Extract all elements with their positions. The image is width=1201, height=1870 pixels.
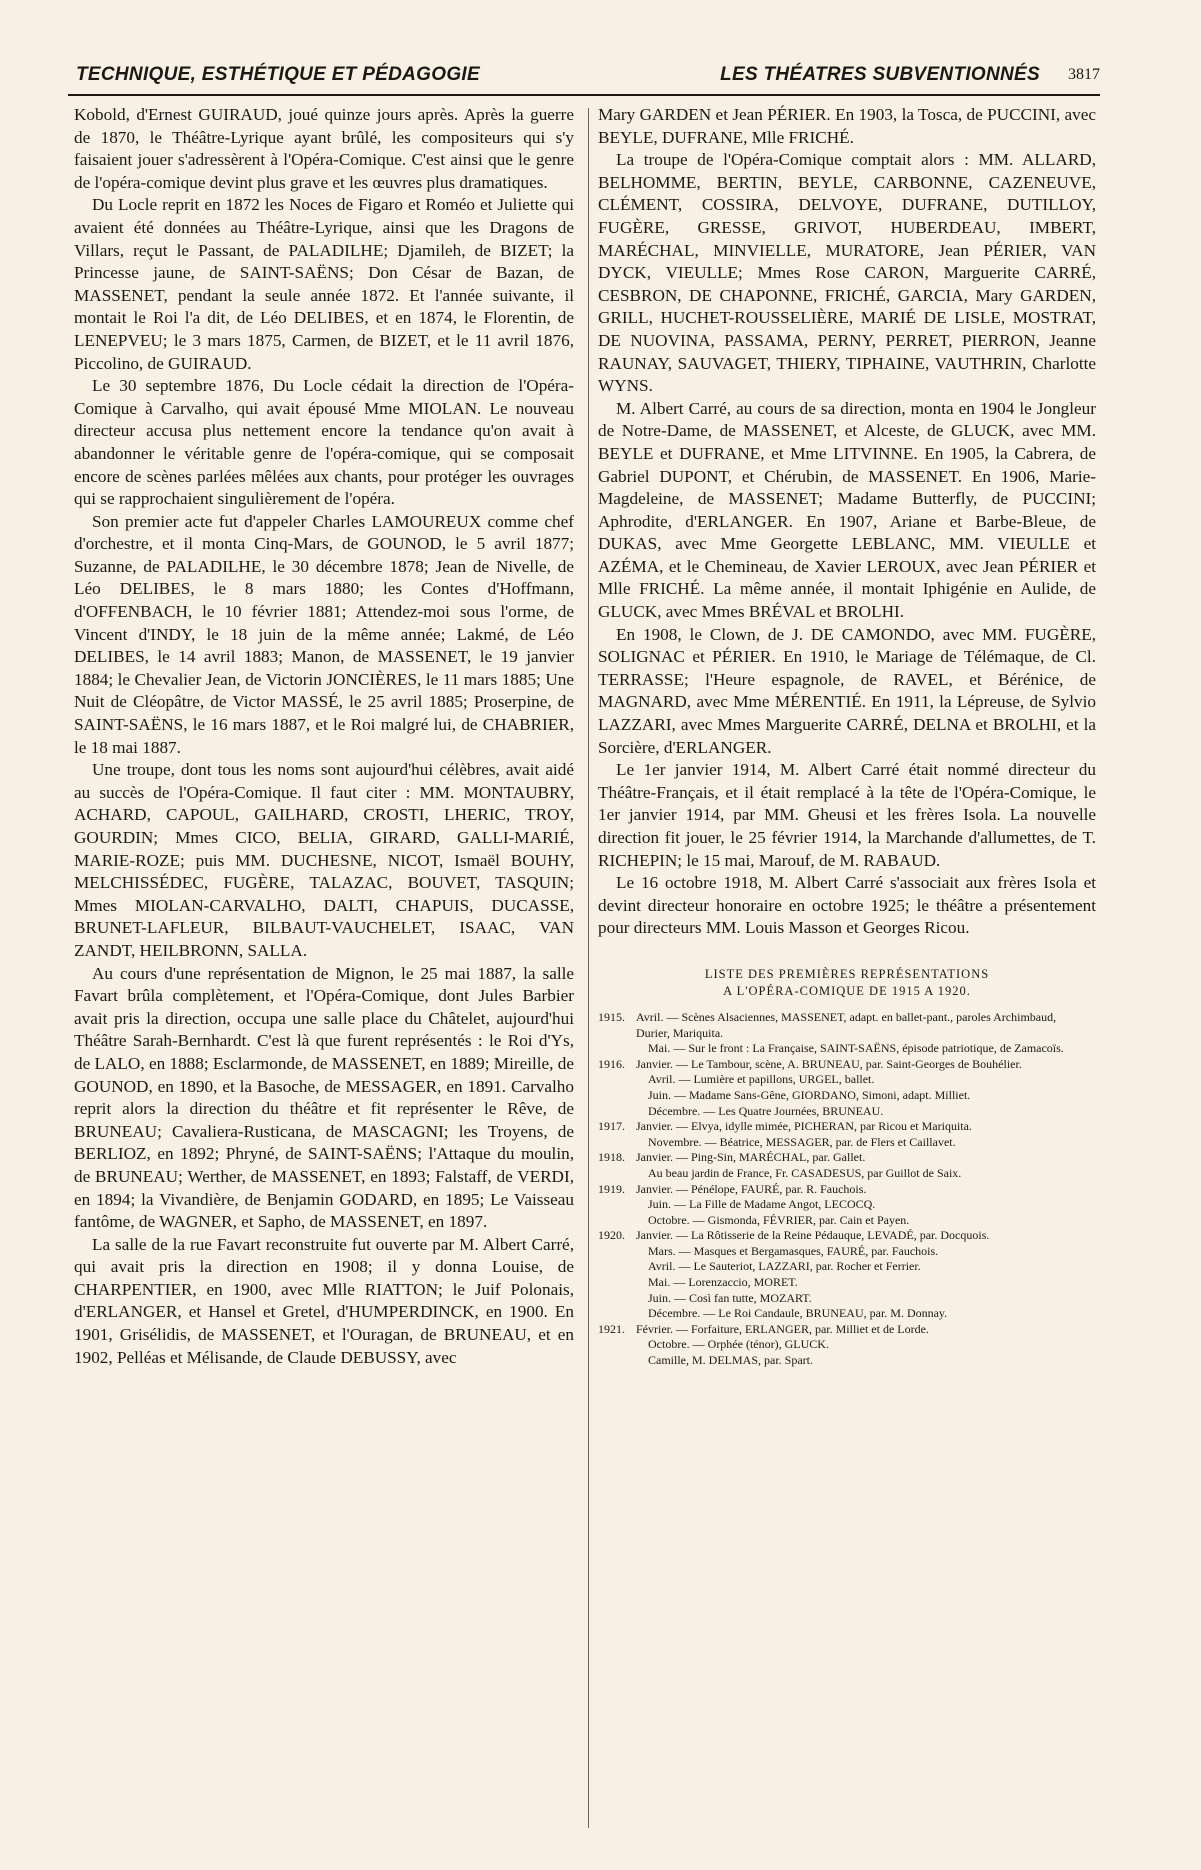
paragraph: La troupe de l'Opéra-Comique comptait alors : MM. ALLARD, BELHOMME, BERTIN, BEYLE, CARBONNE, CAZENEUVE, CLÉMENT, COSSIRA, DELVOYE, DUFRANE, DUTILLOY, FUGÈRE, GRESSE, GRIVOT, HUBERDEAU, IMBERT, MARÉCHAL, MINVIELLE, MURATORE, Jean PÉRIER, VAN DYCK, VIEULLE; Mmes Rose CARON, Marguerite CARRÉ, CESBRON, DE CHAPONNE, FRICHÉ, GARCIA, Mary GARDEN, GRILL, HUCHET-ROUSSELIÈRE, MARIÉ DE LISLE, MOSTRAT, DE NUOVINA, PASSAMA, PERNY, PERRET, PIERRON, Jeanne RAUNAY, SAUVAGET, THIERY, TIPHAINE, VAUTHRIN, Charlotte WYNS. [598, 150, 1096, 396]
list-item: Au beau jardin de France, Fr. CASADESUS, par Guillot de Saix. [648, 1165, 962, 1180]
premieres-list [598, 1010, 1096, 1369]
list-item: 1920. Janvier. — La Rôtisserie de la Reine Pédauque, LEVADÉ, par. Docquois. [598, 1228, 990, 1243]
paragraph: Au cours d'une représentation de Mignon, le 25 mai 1887, la salle Favart brûla complètement, et l'Opéra-Comique, dont Jules Barbier avait pris la direction, occupa une salle place du Châtelet, aujourd'hui Théâtre Sarah-Bernhardt. C'est là que furent représentés : le Roi d'Ys, de LALO, en 1888; Esclarmonde, de MASSENET, en 1889; Mireille, de GOUNOD, en 1890, et la Basoche, de MESSAGER, en 1891. Carvalho reprit alors la direction du théâtre et fit représenter le Rêve, de BRUNEAU; Cavaliera-Rusticana, de MASCAGNI; les Troyens, de BERLIOZ, en 1892; Phryné, de SAINT-SAËNS; l'Attaque du moulin, de BRUNEAU; Werther, de MASSENET, en 1893; Falstaff, de VERDI, en 1894; la Vivandière, de Benjamin GODARD, en 1895; Le Vaisseau fantôme, de WAGNER, et Sapho, de MASSENET, en 1897. [74, 963, 574, 1232]
paragraph: Kobold, d'Ernest GUIRAUD, joué quinze jours après. Après la guerre de 1870, le Théâtre-Lyrique ayant brûlé, les compositeurs qui s'y faisaient jouer s'adressèrent à l'Opéra-Comique. C'est ainsi que le genre de l'opéra-comique devint plus grave et les œuvres plus dramatiques. [74, 105, 574, 192]
list-item: Mars. — Masques et Bergamasques, FAURÉ, par. Fauchois. [648, 1243, 939, 1258]
list-item: Octobre. — Orphée (ténor), GLUCK. [648, 1337, 829, 1352]
running-head-right: LES THÉATRES SUBVENTIONNÉS [720, 64, 1040, 85]
list-item: 1921. Février. — Forfaiture, ERLANGER, par. Milliet et de Lorde. [598, 1321, 929, 1336]
list-item: Juin. — La Fille de Madame Angot, LECOCQ. [648, 1197, 876, 1212]
list-item: 1919. Janvier. — Pénélope, FAURÉ, par. R. Fauchois. [598, 1181, 867, 1196]
list-item: 1916. Janvier. — Le Tambour, scène, A. BRUNEAU, par. Saint-Georges de Bouhélier. [598, 1056, 1022, 1071]
list-item: Novembre. — Béatrice, MESSAGER, par. de Flers et Caillavet. [648, 1134, 956, 1149]
paragraph: Le 16 octobre 1918, M. Albert Carré s'associait aux frères Isola et devint directeur honoraire en octobre 1925; le théâtre a présentement pour directeurs MM. Louis Masson et Georges Ricou. [598, 873, 1096, 938]
paragraph: Mary GARDEN et Jean PÉRIER. En 1903, la Tosca, de PUCCINI, avec BEYLE, DUFRANE, Mlle FRICHÉ. [598, 105, 1096, 147]
list-item: Mai. — Lorenzaccio, MORET. [648, 1275, 798, 1290]
list-item: Avril. — Le Sauteriot, LAZZARI, par. Rocher et Ferrier. [648, 1259, 921, 1274]
list-item: Avril. — Lumière et papillons, URGEL, ballet. [648, 1072, 875, 1087]
list-item: Décembre. — Le Roi Candaule, BRUNEAU, par. M. Donnay. [648, 1306, 948, 1321]
list-title [598, 966, 1096, 1000]
list-item: 1915. Avril. — Scènes Alsaciennes, MASSENET, adapt. en ballet-pant., paroles Archimbaud, Durier, Mariquita. [598, 1009, 1057, 1040]
list-title-line: A L'OPÉRA-COMIQUE DE 1915 A 1920. [723, 983, 971, 998]
list-item: Décembre. — Les Quatre Journées, BRUNEAU. [648, 1103, 884, 1118]
paragraph: En 1908, le Clown, de J. DE CAMONDO, avec MM. FUGÈRE, SOLIGNAC et PÉRIER. En 1910, le Mariage de Télémaque, de Cl. TERRASSE; l'Heure espagnole, de RAVEL, et Bérénice, de MAGNARD, avec Mme MÉRENTIÉ. En 1911, la Lépreuse, de Sylvio LAZZARI, avec Mmes Marguerite CARRÉ, DELNA et BROLHI, et la Sorcière, d'ERLANGER. [598, 624, 1096, 757]
list-item: 1918. Janvier. — Ping-Sin, MARÉCHAL, par. Gallet. [598, 1150, 866, 1165]
paragraph: Le 30 septembre 1876, Du Locle cédait la direction de l'Opéra-Comique à Carvalho, qui avait épousé Mme MIOLAN. Le nouveau directeur accusa plus nettement encore la tendance qu'on avait à abandonner le véritable genre de l'opéra-comique, qui se composait encore de scènes parlées mêlées aux chants, pour protéger les ouvrages qui se rapprochaient singulièrement de l'opéra. [74, 376, 574, 509]
list-item: Juin. — Così fan tutte, MOZART. [648, 1290, 812, 1305]
page-number: 3817 [1068, 66, 1100, 83]
paragraph: Une troupe, dont tous les noms sont aujourd'hui célèbres, avait aidé au succès de l'Opéra-Comique. Il faut citer : MM. MONTAUBRY, ACHARD, CAPOUL, GAILHARD, CROSTI, LHERIC, TROY, GOURDIN; Mmes CICO, BELIA, GIRARD, GALLI-MARIÉ, MARIE-ROZE; puis MM. DUCHESNE, NICOT, Ismaël BOUHY, MELCHISSÉDEC, FUGÈRE, TALAZAC, BOUVET, TASQUIN; Mmes MIOLAN-CARVALHO, DALTI, CHAPUIS, DUCASSE, BRUNET-LAFLEUR, BILBAUT-VAUCHELET, ISAAC, VAN ZANDT, HEILBRONN, SALLA. [74, 760, 574, 960]
list-item: Octobre. — Gismonda, FÉVRIER, par. Cain et Payen. [648, 1212, 910, 1227]
left-column [74, 104, 574, 1369]
paragraph: La salle de la rue Favart reconstruite fut ouverte par M. Albert Carré, qui avait pris la direction en 1908; il y donna Louise, de CHARPENTIER, en 1900, avec Mlle RIATTON; le Juif Polonais, d'ERLANGER, et Hansel et Gretel, d'HUMPERDINCK, en 1900. En 1901, Grisélidis, de MASSENET, et l'Ouragan, de BRUNEAU, et en 1902, Pelléas et Mélisande, de Claude DEBUSSY, avec [74, 1234, 574, 1367]
paragraph: Son premier acte fut d'appeler Charles LAMOUREUX comme chef d'orchestre, et il monta Cinq-Mars, de GOUNOD, le 5 avril 1877; Suzanne, de PALADILHE, le 30 décembre 1878; Jean de Nivelle, de Léo DELIBES, le 8 mars 1880; les Contes d'Hoffmann, d'OFFENBACH, le 10 février 1881; Attendez-moi sous l'orme, de Vincent d'INDY, le 18 juin de la même année; Lakmé, de Léo DELIBES, le 14 avril 1883; Manon, de MASSENET, le 19 janvier 1884; le Chevalier Jean, de Victorin JONCIÈRES, le 11 mars 1885; Une Nuit de Cléopâtre, de Victor MASSÉ, le 25 avril 1885; Proserpine, de SAINT-SAËNS, le 16 mars 1887, et le Roi malgré lui, de CHABRIER, le 18 mai 1887. [74, 511, 574, 757]
running-head-left: TECHNIQUE, ESTHÉTIQUE ET PÉDAGOGIE [76, 64, 480, 85]
paragraph: Le 1er janvier 1914, M. Albert Carré était nommé directeur du Théâtre-Français, et il était remplacé à la tête de l'Opéra-Comique, le 1er janvier 1914, par MM. Gheusi et les frères Isola. La nouvelle direction fit jouer, le 25 février 1914, la Marchande d'allumettes, de T. RICHEPIN; le 15 mai, Marouf, de M. RABAUD. [598, 760, 1096, 870]
paragraph: M. Albert Carré, au cours de sa direction, monta en 1904 le Jongleur de Notre-Dame, de MASSENET, et Alceste, de GLUCK, avec MM. BEYLE et DUFRANE, et Mme LITVINNE. En 1905, la Cabrera, de Gabriel DUPONT, et Chérubin, de MASSENET. En 1906, Marie-Magdeleine, de MASSENET; Madame Butterfly, de PUCCINI; Aphrodite, d'ERLANGER. En 1907, Ariane et Barbe-Bleue, de DUKAS, avec Mme Georgette LEBLANC, MM. VIEULLE et AZÉMA, et le Chemineau, de Xavier LEROUX, avec Jean PÉRIER et Mlle FRICHÉ. La même année, il montait Iphigénie en Aulide, de GLUCK, avec Mmes BRÉVAL et BROLHI. [598, 398, 1096, 622]
list-item: Camille, M. DELMAS, par. Spart. [648, 1353, 813, 1368]
paragraph: Du Locle reprit en 1872 les Noces de Figaro et Roméo et Juliette qui avaient été données au Théâtre-Lyrique, ainsi que les Dragons de Villars, reçut le Passant, de PALADILHE; Djamileh, de BIZET; la Princesse jaune, de SAINT-SAËNS; Don César de Bazan, de MASSENET, pendant la seule année 1872. Et l'année suivante, il montait le Roi l'a dit, de Léo DELIBES, et en 1874, le Florentin, de LENEPVEU; le 3 mars 1875, Carmen, de BIZET, et le 11 avril 1876, Piccolino, de GUIRAUD. [74, 195, 574, 373]
column-divider [588, 108, 589, 1828]
right-column [598, 104, 1096, 1371]
list-item: Mai. — Sur le front : La Française, SAINT-SAËNS, épisode patriotique, de Zamacoïs. [648, 1041, 1064, 1056]
list-title-line: LISTE DES PREMIÈRES REPRÉSENTATIONS [704, 966, 990, 981]
page-header [68, 64, 1100, 96]
list-item: Juin. — Madame Sans-Gêne, GIORDANO, Simoni, adapt. Milliet. [648, 1087, 971, 1102]
list-item: 1917. Janvier. — Elvya, idylle mimée, PICHERAN, par Ricou et Mariquita. [598, 1119, 972, 1134]
